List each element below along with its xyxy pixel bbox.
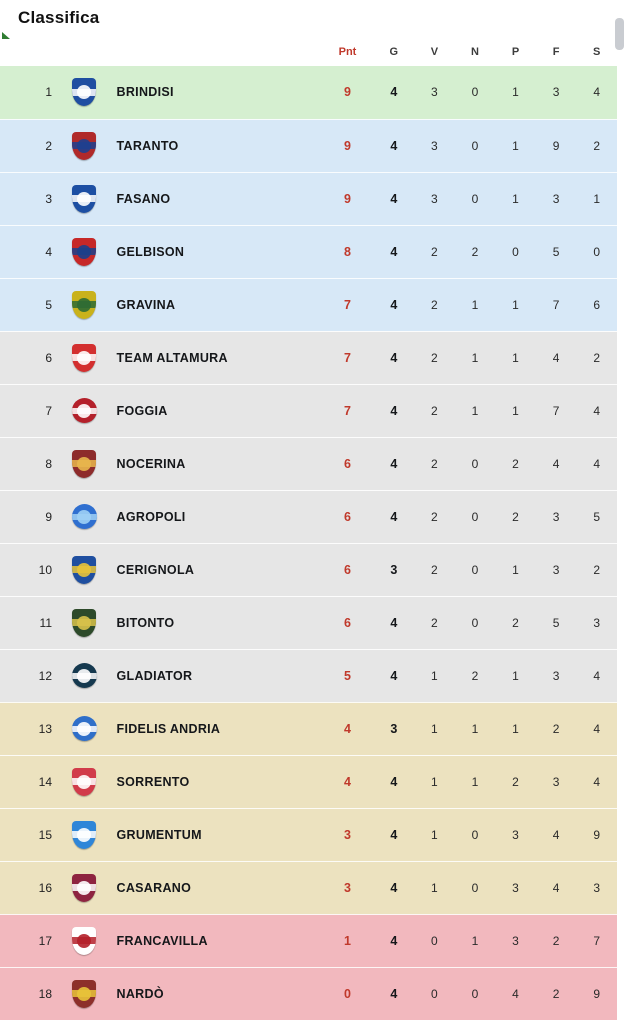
- team-goals-for: 5: [536, 225, 577, 278]
- team-draws: 1: [455, 384, 496, 437]
- team-draws: 1: [455, 755, 496, 808]
- column-header-losses: P: [495, 40, 536, 66]
- team-wins: 2: [414, 490, 455, 543]
- team-losses: 1: [495, 331, 536, 384]
- team-goals-for: 2: [536, 914, 577, 967]
- table-row[interactable]: [0, 172, 617, 225]
- team-goals-for: 4: [536, 808, 577, 861]
- table-row[interactable]: [0, 914, 617, 967]
- row-position: 17: [0, 914, 52, 967]
- table-row[interactable]: [0, 119, 617, 172]
- table-row[interactable]: [0, 808, 617, 861]
- team-goals-for: 4: [536, 861, 577, 914]
- team-losses: 2: [495, 490, 536, 543]
- team-losses: 4: [495, 967, 536, 1020]
- team-wins: 2: [414, 384, 455, 437]
- team-draws: 0: [455, 543, 496, 596]
- team-played: 4: [374, 596, 415, 649]
- team-played: 4: [374, 331, 415, 384]
- team-losses: 2: [495, 755, 536, 808]
- team-points: 6: [321, 596, 373, 649]
- team-played: 4: [374, 649, 415, 702]
- team-points: 3: [321, 861, 373, 914]
- team-crest-icon: [52, 914, 117, 967]
- row-position: 16: [0, 861, 52, 914]
- team-goals-against: 2: [576, 331, 617, 384]
- team-goals-against: 1: [576, 172, 617, 225]
- row-position: 2: [0, 119, 52, 172]
- team-goals-against: 2: [576, 119, 617, 172]
- team-points: 6: [321, 490, 373, 543]
- team-goals-against: 3: [576, 596, 617, 649]
- team-crest-icon: [52, 649, 117, 702]
- team-goals-for: 2: [536, 967, 577, 1020]
- column-header-points: Pnt: [321, 40, 373, 66]
- standings-table: [0, 40, 617, 1021]
- team-goals-against: 5: [576, 490, 617, 543]
- team-points: 4: [321, 702, 373, 755]
- team-wins: 3: [414, 119, 455, 172]
- team-wins: 3: [414, 172, 455, 225]
- page-header: [0, 0, 624, 40]
- team-name[interactable]: SORRENTO: [117, 755, 322, 808]
- table-row[interactable]: [0, 384, 617, 437]
- team-goals-against: 4: [576, 437, 617, 490]
- column-header-goals-against: S: [576, 40, 617, 66]
- team-crest-icon: [52, 808, 117, 861]
- team-wins: 2: [414, 278, 455, 331]
- team-crest-icon: [52, 225, 117, 278]
- team-played: 4: [374, 490, 415, 543]
- column-header-position: [0, 40, 52, 66]
- team-crest-icon: [52, 967, 117, 1020]
- row-position: 14: [0, 755, 52, 808]
- team-played: 4: [374, 66, 415, 119]
- team-played: 4: [374, 914, 415, 967]
- team-played: 4: [374, 172, 415, 225]
- team-goals-against: 2: [576, 543, 617, 596]
- team-name[interactable]: FASANO: [117, 172, 322, 225]
- row-position: 10: [0, 543, 52, 596]
- team-draws: 0: [455, 808, 496, 861]
- team-points: 9: [321, 172, 373, 225]
- team-goals-against: 3: [576, 861, 617, 914]
- team-played: 4: [374, 225, 415, 278]
- team-goals-for: 3: [536, 490, 577, 543]
- team-goals-against: 4: [576, 702, 617, 755]
- row-position: 12: [0, 649, 52, 702]
- team-draws: 0: [455, 490, 496, 543]
- team-name[interactable]: FRANCAVILLA: [117, 914, 322, 967]
- row-position: 7: [0, 384, 52, 437]
- team-draws: 0: [455, 437, 496, 490]
- team-points: 7: [321, 331, 373, 384]
- table-row[interactable]: [0, 861, 617, 914]
- row-position: 4: [0, 225, 52, 278]
- team-losses: 0: [495, 225, 536, 278]
- team-crest-icon: [52, 490, 117, 543]
- team-goals-for: 3: [536, 172, 577, 225]
- team-losses: 1: [495, 543, 536, 596]
- team-goals-for: 7: [536, 384, 577, 437]
- team-losses: 1: [495, 649, 536, 702]
- table-row[interactable]: [0, 66, 617, 119]
- team-draws: 1: [455, 702, 496, 755]
- table-row[interactable]: [0, 278, 617, 331]
- team-points: 9: [321, 119, 373, 172]
- team-name[interactable]: FIDELIS ANDRIA: [117, 702, 322, 755]
- team-goals-against: 0: [576, 225, 617, 278]
- team-goals-for: 9: [536, 119, 577, 172]
- team-draws: 2: [455, 649, 496, 702]
- team-losses: 3: [495, 861, 536, 914]
- team-played: 4: [374, 278, 415, 331]
- team-wins: 2: [414, 596, 455, 649]
- team-crest-icon: [52, 278, 117, 331]
- team-name[interactable]: BITONTO: [117, 596, 322, 649]
- table-row[interactable]: [0, 543, 617, 596]
- team-wins: 1: [414, 702, 455, 755]
- team-played: 4: [374, 967, 415, 1020]
- team-goals-for: 5: [536, 596, 577, 649]
- team-crest-icon: [52, 596, 117, 649]
- team-goals-against: 4: [576, 649, 617, 702]
- team-points: 8: [321, 225, 373, 278]
- team-points: 7: [321, 384, 373, 437]
- team-wins: 1: [414, 861, 455, 914]
- row-position: 8: [0, 437, 52, 490]
- team-wins: 0: [414, 967, 455, 1020]
- table-row[interactable]: [0, 225, 617, 278]
- page-title: Classifica: [18, 8, 100, 27]
- team-goals-for: 3: [536, 755, 577, 808]
- team-crest-icon: [52, 861, 117, 914]
- team-losses: 1: [495, 278, 536, 331]
- team-goals-against: 6: [576, 278, 617, 331]
- column-header-goals-for: F: [536, 40, 577, 66]
- team-draws: 0: [455, 861, 496, 914]
- table-row[interactable]: [0, 437, 617, 490]
- column-header-played: G: [374, 40, 415, 66]
- team-name[interactable]: NARDÒ: [117, 967, 322, 1020]
- team-goals-for: 4: [536, 331, 577, 384]
- row-position: 15: [0, 808, 52, 861]
- table-header-row: [0, 40, 617, 66]
- team-goals-for: 2: [536, 702, 577, 755]
- team-name[interactable]: TARANTO: [117, 119, 322, 172]
- team-points: 4: [321, 755, 373, 808]
- row-position: 1: [0, 66, 52, 119]
- row-position: 11: [0, 596, 52, 649]
- team-points: 6: [321, 437, 373, 490]
- team-draws: 2: [455, 225, 496, 278]
- team-wins: 1: [414, 808, 455, 861]
- vertical-scrollbar-thumb[interactable]: [615, 18, 624, 50]
- team-crest-icon: [52, 755, 117, 808]
- table-row[interactable]: [0, 967, 617, 1020]
- table-row[interactable]: [0, 755, 617, 808]
- column-header-draws: N: [455, 40, 496, 66]
- team-wins: 3: [414, 66, 455, 119]
- team-goals-against: 4: [576, 66, 617, 119]
- team-name[interactable]: TEAM ALTAMURA: [117, 331, 322, 384]
- team-name[interactable]: NOCERINA: [117, 437, 322, 490]
- team-losses: 3: [495, 808, 536, 861]
- team-played: 4: [374, 808, 415, 861]
- row-position: 9: [0, 490, 52, 543]
- table-row[interactable]: [0, 331, 617, 384]
- team-crest-icon: [52, 702, 117, 755]
- table-row[interactable]: [0, 702, 617, 755]
- team-draws: 0: [455, 967, 496, 1020]
- team-goals-for: 3: [536, 649, 577, 702]
- team-played: 4: [374, 755, 415, 808]
- team-losses: 1: [495, 702, 536, 755]
- team-points: 0: [321, 967, 373, 1020]
- team-name[interactable]: GELBISON: [117, 225, 322, 278]
- team-name[interactable]: GRUMENTUM: [117, 808, 322, 861]
- team-crest-icon: [52, 543, 117, 596]
- team-name[interactable]: BRINDISI: [117, 66, 322, 119]
- team-crest-icon: [52, 66, 117, 119]
- team-draws: 0: [455, 119, 496, 172]
- team-played: 4: [374, 437, 415, 490]
- team-losses: 1: [495, 119, 536, 172]
- table-row[interactable]: [0, 649, 617, 702]
- team-wins: 1: [414, 755, 455, 808]
- team-crest-icon: [52, 331, 117, 384]
- team-played: 3: [374, 702, 415, 755]
- team-goals-for: 4: [536, 437, 577, 490]
- team-losses: 1: [495, 172, 536, 225]
- row-position: 6: [0, 331, 52, 384]
- team-losses: 2: [495, 596, 536, 649]
- team-draws: 1: [455, 331, 496, 384]
- team-crest-icon: [52, 172, 117, 225]
- team-points: 9: [321, 66, 373, 119]
- team-goals-against: 4: [576, 384, 617, 437]
- team-played: 4: [374, 384, 415, 437]
- standings-body: [0, 66, 617, 1020]
- team-name[interactable]: CASARANO: [117, 861, 322, 914]
- corner-marker-icon: [2, 27, 11, 35]
- team-draws: 0: [455, 596, 496, 649]
- team-wins: 2: [414, 543, 455, 596]
- team-draws: 0: [455, 172, 496, 225]
- team-name[interactable]: CERIGNOLA: [117, 543, 322, 596]
- column-header-team: [117, 40, 322, 66]
- team-goals-against: 9: [576, 808, 617, 861]
- team-name[interactable]: GLADIATOR: [117, 649, 322, 702]
- team-wins: 1: [414, 649, 455, 702]
- team-goals-against: 7: [576, 914, 617, 967]
- team-wins: 2: [414, 225, 455, 278]
- team-points: 3: [321, 808, 373, 861]
- team-crest-icon: [52, 119, 117, 172]
- team-goals-against: 4: [576, 755, 617, 808]
- team-points: 5: [321, 649, 373, 702]
- team-points: 6: [321, 543, 373, 596]
- team-points: 7: [321, 278, 373, 331]
- team-name[interactable]: GRAVINA: [117, 278, 322, 331]
- column-header-crest: [52, 40, 117, 66]
- team-goals-for: 7: [536, 278, 577, 331]
- team-goals-for: 3: [536, 543, 577, 596]
- table-row[interactable]: [0, 596, 617, 649]
- row-position: 13: [0, 702, 52, 755]
- team-goals-for: 3: [536, 66, 577, 119]
- team-draws: 1: [455, 278, 496, 331]
- team-losses: 1: [495, 66, 536, 119]
- team-wins: 2: [414, 437, 455, 490]
- team-crest-icon: [52, 437, 117, 490]
- team-wins: 0: [414, 914, 455, 967]
- team-played: 3: [374, 543, 415, 596]
- row-position: 3: [0, 172, 52, 225]
- table-row[interactable]: [0, 490, 617, 543]
- team-losses: 2: [495, 437, 536, 490]
- team-played: 4: [374, 119, 415, 172]
- team-goals-against: 9: [576, 967, 617, 1020]
- team-draws: 0: [455, 66, 496, 119]
- column-header-wins: V: [414, 40, 455, 66]
- team-name[interactable]: FOGGIA: [117, 384, 322, 437]
- team-draws: 1: [455, 914, 496, 967]
- team-crest-icon: [52, 384, 117, 437]
- team-name[interactable]: AGROPOLI: [117, 490, 322, 543]
- row-position: 18: [0, 967, 52, 1020]
- team-losses: 1: [495, 384, 536, 437]
- team-played: 4: [374, 861, 415, 914]
- row-position: 5: [0, 278, 52, 331]
- team-points: 1: [321, 914, 373, 967]
- team-losses: 3: [495, 914, 536, 967]
- team-wins: 2: [414, 331, 455, 384]
